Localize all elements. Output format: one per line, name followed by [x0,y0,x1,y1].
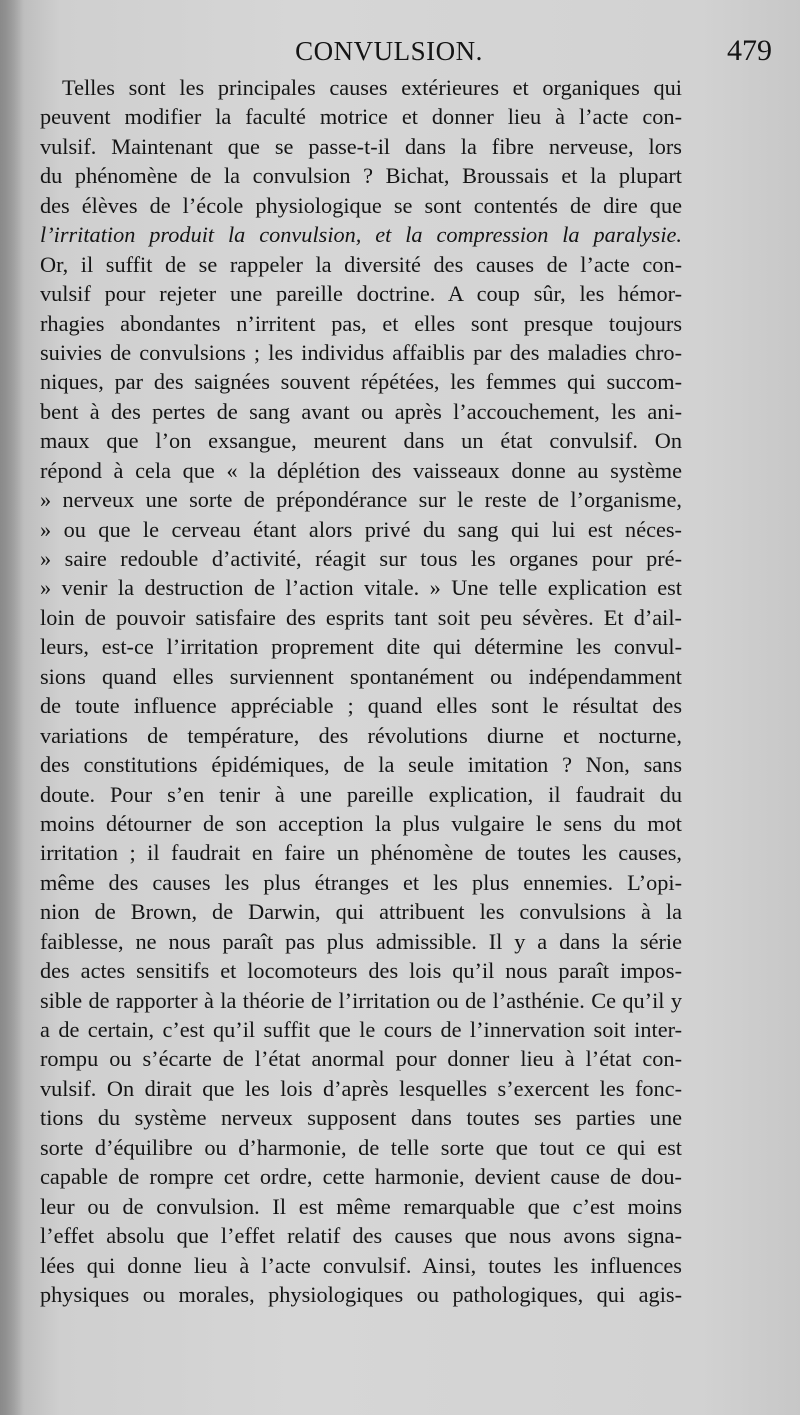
text-line: des actes sensitifs et locomoteurs des lois qu’il nous paraît impos- [40,958,682,984]
text-line: de toute influence appréciable ; quand elles sont le résultat des [40,693,682,719]
text-line-italic: l’irritation produit la convulsion, et la compression la paralysie. [40,222,682,248]
text-line: loin de pouvoir satisfaire des esprits tant soit peu sévères. Et d’ail- [40,604,682,630]
text-line: lées qui donne lieu à l’acte convulsif. Ainsi, toutes les influences [40,1252,682,1278]
text-line: vulsif. Maintenant que se passe-t-il dans la fibre nerveuse, lors [40,133,682,159]
text-line: vulsif pour rejeter une pareille doctrine. A coup sûr, les hémor- [40,281,682,307]
text-line: a de certain, c’est qu’il suffit que le cours de l’innervation soit inter- [40,1017,682,1042]
text-line: sorte d’équilibre ou d’harmonie, de telle sorte que tout ce qui est [40,1134,682,1160]
text-line: nion de Brown, de Darwin, qui attribuent les convulsions à la [40,899,682,925]
text-line: niques, par des saignées souvent répétées, les femmes qui succom- [40,369,682,395]
page-number: 479 [727,34,772,67]
text-line: doute. Pour s’en tenir à une pareille explication, il faudrait du [40,781,682,807]
text-line: moins détourner de son acception la plus vulgaire le sens du mot [40,810,682,836]
text-line: leur ou de convulsion. Il est même remarquable que c’est moins [40,1193,682,1219]
text-line: tions du système nerveux supposent dans toutes ses parties une [40,1105,682,1131]
text-line: faiblesse, ne nous paraît pas plus admissible. Il y a dans la série [40,928,682,954]
text-line: vulsif. On dirait que les lois d’après lesquelles s’exercent les fonc- [40,1075,682,1101]
text-line: » venir la destruction de l’action vitale. » Une telle explication est [40,575,682,601]
text-line: maux que l’on exsangue, meurent dans un état convulsif. On [40,428,682,454]
text-line: » saire redouble d’activité, réagit sur tous les organes pour pré- [40,546,682,571]
text-line: physiques ou morales, physiologiques ou pathologiques, qui agis- [40,1281,682,1307]
text-line: peuvent modifier la faculté motrice et donner lieu à l’acte con- [40,104,682,130]
text-line: sible de rapporter à la théorie de l’irritation ou de l’asthénie. Ce qu’il y [40,987,682,1013]
text-line: Telles sont les principales causes extérieures et organiques qui [62,75,682,100]
text-line: variations de température, des révolutions diurne et nocturne, [40,722,682,748]
text-line: rompu ou s’écarte de l’état anormal pour donner lieu à l’état con- [40,1046,682,1072]
text-line: bent à des pertes de sang avant ou après l’accouchement, les ani- [40,398,682,424]
text-line: des constitutions épidémiques, de la seule imitation ? Non, sans [40,752,682,778]
text-line: l’effet absolu que l’effet relatif des causes que nous avons signa- [40,1223,682,1249]
text-line: capable de rompre cet ordre, cette harmonie, devient cause de dou- [40,1164,682,1190]
text-line: irritation ; il faudrait en faire un phénomène de toutes les causes, [40,840,682,866]
text-line: Or, il suffit de se rappeler la diversité des causes de l’acte con- [40,251,682,277]
running-head [40,34,772,74]
text-line: sions quand elles surviennent spontanément ou indépendamment [40,663,682,689]
text-line: même des causes les plus étranges et les plus ennemies. L’opi- [40,869,682,895]
text-line: répond à cela que « la déplétion des vaisseaux donne au système [40,457,682,483]
text-line: rhagies abondantes n’irritent pas, et elles sont presque toujours [40,310,682,336]
body-text [40,73,682,1309]
text-line: suivies de convulsions ; les individus affaiblis par des maladies chro- [40,339,682,365]
text-line: » nerveux une sorte de prépondérance sur le reste de l’organisme, [40,487,682,513]
text-line: du phénomène de la convulsion ? Bichat, Broussais et la plupart [40,163,682,189]
text-line: » ou que le cerveau étant alors privé du sang qui lui est néces- [40,516,682,542]
text-line: des élèves de l’école physiologique se sont contentés de dire que [40,192,682,218]
text-line: leurs, est-ce l’irritation proprement dite qui détermine les convul- [40,634,682,660]
running-title: CONVULSION. [295,36,483,66]
spine-shadow [0,0,24,1415]
